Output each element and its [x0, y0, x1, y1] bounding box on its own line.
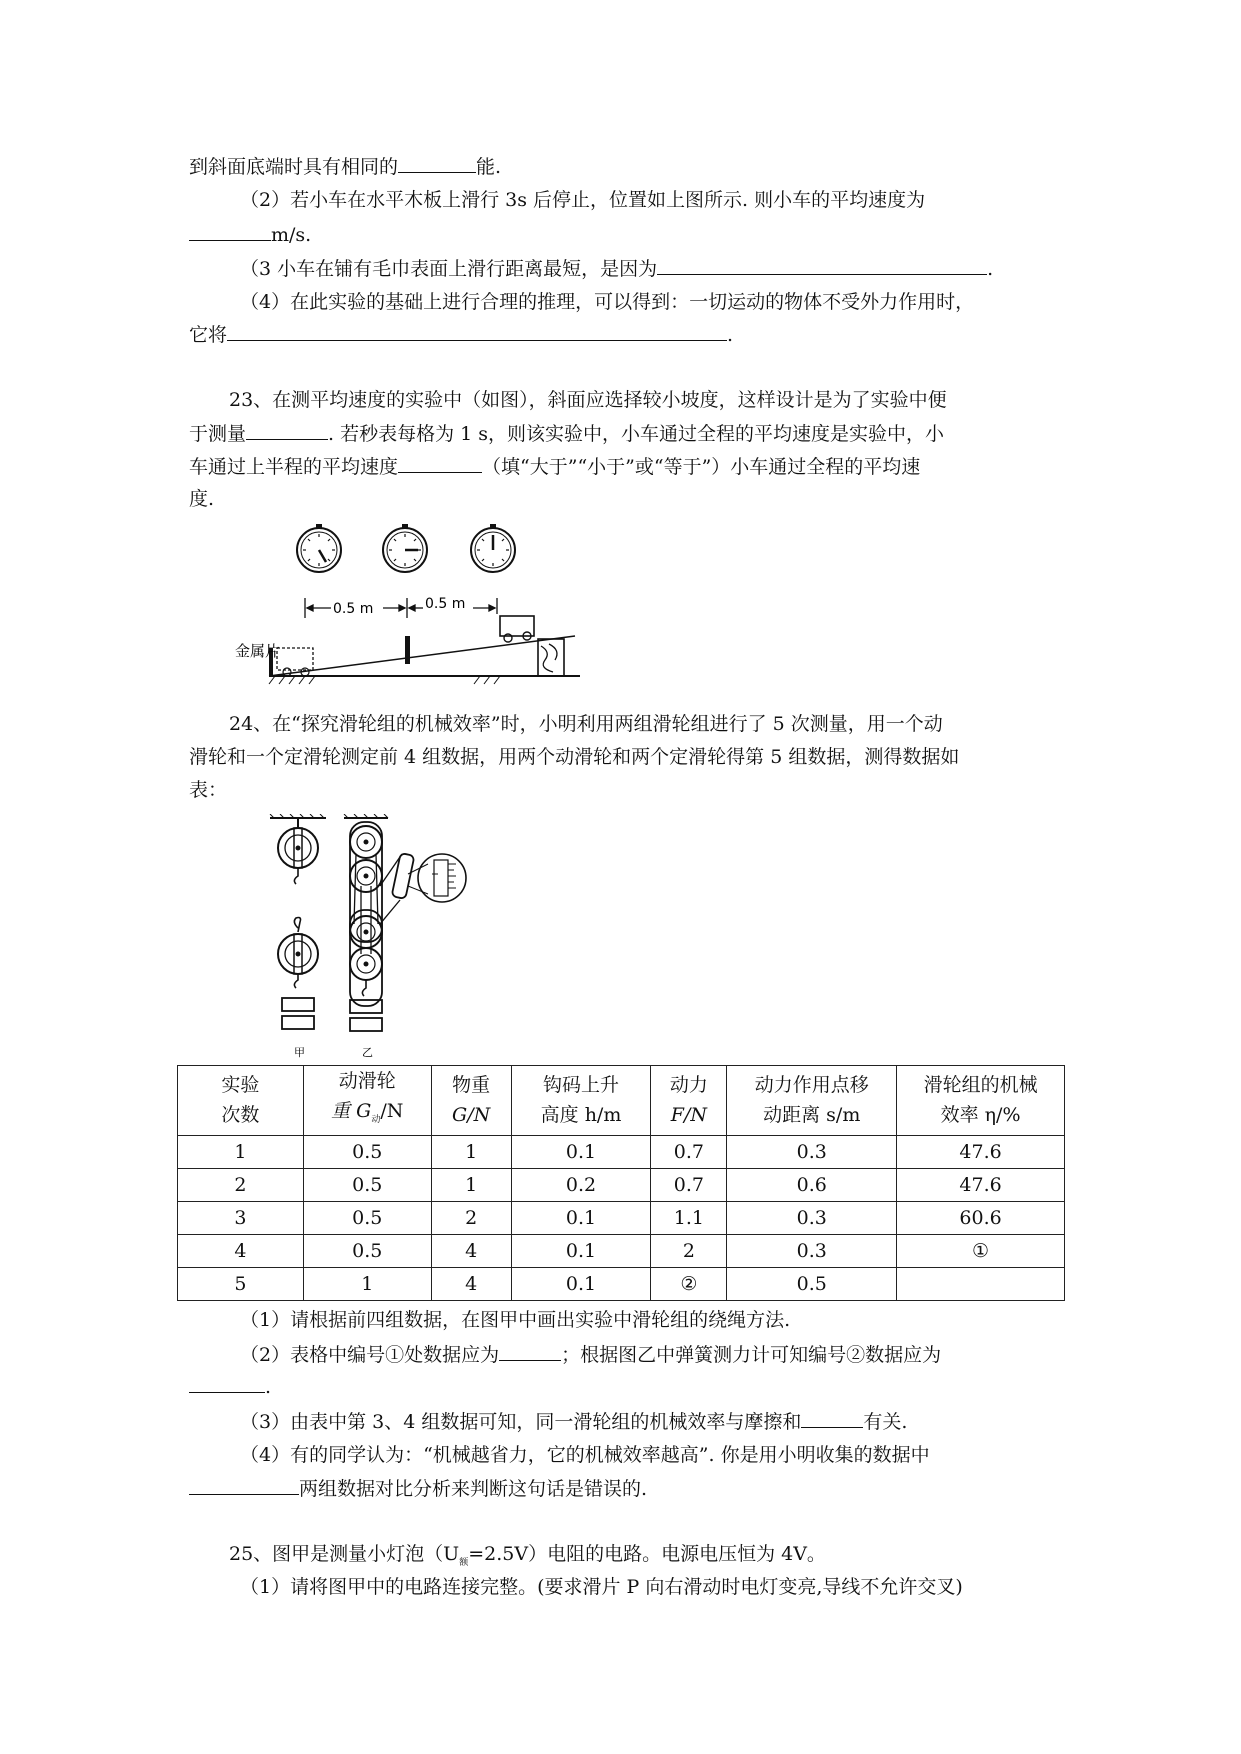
answer-blank[interactable] — [398, 454, 482, 473]
answer-blank[interactable] — [189, 1476, 299, 1495]
pulley-block-icon — [350, 822, 402, 1006]
q24-line-2: 滑轮和一个定滑轮测定前 4 组数据，用两个动滑轮和两个定滑轮得第 5 组数据，测得数据如 — [189, 746, 960, 768]
header-cell: 实验 次数 — [178, 1066, 304, 1136]
table-row: 4 0.5 4 0.1 2 0.3 ① — [178, 1234, 1065, 1267]
q23-line-2: 于测量 . 若秒表每格为 1 s，则该实验中，小车通过全程的平均速度是实验中，小 — [189, 423, 945, 445]
q25-line-2: （1）请将图甲中的电路连接完整。(要求滑片 P 向右滑动时电灯变亮,导线不允许交叉) — [240, 1576, 963, 1598]
figure-label-jia: 甲 — [294, 1046, 305, 1059]
answer-blank[interactable] — [499, 1342, 561, 1361]
q24-sub-5: 两组数据对比分析来判断这句话是错误的. — [189, 1476, 647, 1501]
spring-scale-icon — [380, 853, 466, 924]
table-row: 1 0.5 1 0.1 0.7 0.3 47.6 — [178, 1135, 1065, 1168]
figure-label-yi: 乙 — [362, 1046, 373, 1059]
weight-icon — [282, 998, 314, 1029]
q24-sub-3: （3）由表中第 3、4 组数据可知，同一滑轮组的机械效率与摩擦和 有关. — [240, 1411, 908, 1433]
weight-icon — [350, 1000, 382, 1031]
answer-blank[interactable] — [189, 1374, 265, 1393]
q23-line-3: 车通过上半程的平均速度 （填“大于”“小于”或“等于”）小车通过全程的平均速 — [189, 456, 921, 478]
distance-label-2: 0.5 m — [425, 596, 466, 612]
stopwatch-icon — [471, 524, 515, 572]
q22-line-1: 到斜面底端时具有相同的 能. — [189, 156, 502, 178]
q24-sub-2: （2）表格中编号①处数据应为 ；根据图乙中弹簧测力计可知编号②数据应为 — [240, 1344, 942, 1366]
table-header-row — [178, 1066, 1065, 1136]
answer-blank[interactable] — [246, 421, 328, 440]
q24-line-3: 表： — [189, 779, 228, 801]
pulley-figure — [266, 814, 471, 1059]
q22-line-4: （3 小车在铺有毛巾表面上滑行距离最短，是因为 . — [240, 258, 994, 280]
q24-sub-2-cont: . — [189, 1374, 271, 1399]
answer-blank[interactable] — [189, 222, 271, 241]
distance-label-1: 0.5 m — [333, 601, 374, 617]
incline-stopwatch-figure — [235, 518, 580, 686]
table-row: 5 1 4 0.1 ② 0.5 — [178, 1267, 1065, 1300]
movable-pulley-icon — [278, 918, 318, 989]
q25-line-1: 25、图甲是测量小灯泡$(U_额=2.5V)$电阻的电路。电源电压恒为 4V。 — [229, 1543, 826, 1568]
answer-blank[interactable] — [398, 154, 476, 173]
table-row: 2 0.5 1 0.2 0.7 0.6 47.6 — [178, 1168, 1065, 1201]
q22-line-3: m/s. — [189, 222, 311, 247]
header-cell: 动滑轮 重 $G_动/N$ — [303, 1066, 431, 1136]
q23-line-4: 度. — [189, 488, 215, 510]
stopwatch-icon — [297, 524, 341, 572]
stopwatch-icon — [383, 524, 427, 572]
q22-line-6: 它将 . — [189, 324, 734, 346]
answer-blank[interactable] — [227, 322, 727, 341]
header-cell: 滑轮组的机械 效率 η/% — [897, 1066, 1065, 1136]
q23-line-1: 23、在测平均速度的实验中（如图），斜面应选择较小坡度，这样设计是为了实验中便 — [229, 389, 947, 411]
q24-sub-1: （1）请根据前四组数据，在图甲中画出实验中滑轮组的绕绳方法. — [240, 1309, 791, 1331]
answer-blank[interactable] — [801, 1409, 863, 1428]
metal-plate-label: 金属片 — [235, 642, 281, 660]
fixed-pulley-icon — [278, 818, 318, 884]
answer-blank[interactable] — [657, 256, 987, 275]
pulley-efficiency-table — [177, 1065, 1065, 1301]
q22-line-2: （2）若小车在水平木板上滑行 3s 后停止，位置如上图所示. 则小车的平均速度为 — [240, 189, 926, 211]
table-row: 3 0.5 2 0.1 1.1 0.3 60.6 — [178, 1201, 1065, 1234]
header-cell: 物重 G/N — [431, 1066, 511, 1136]
q24-sub-4: （4）有的同学认为：“机械越省力，它的机械效率越高”. 你是用小明收集的数据中 — [240, 1444, 930, 1466]
q24-line-1: 24、在“探究滑轮组的机械效率”时，小明利用两组滑轮组进行了 5 次测量，用一个动 — [229, 713, 943, 735]
q22-line-5: （4）在此实验的基础上进行合理的推理，可以得到：一切运动的物体不受外力作用时， — [240, 291, 975, 313]
header-cell: 动力作用点移 动距离 s/m — [727, 1066, 897, 1136]
header-cell: 钩码上升 高度 h/m — [511, 1066, 651, 1136]
header-cell: 动力 F/N — [651, 1066, 727, 1136]
